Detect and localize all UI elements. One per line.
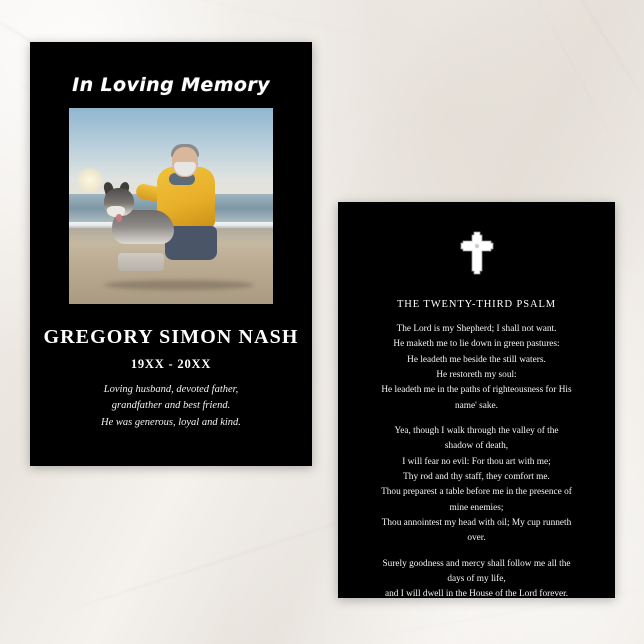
psalm-line: I will fear no evil: For thou art with me; [402,456,551,467]
psalm-line: mine enemies; [449,502,504,513]
psalm-line: Thy rod and thy staff, they comfort me. [403,471,550,482]
marble-vein [495,0,644,100]
deceased-name: GREGORY SIMON NASH [43,326,299,348]
tribute-line: He was generous, loyal and kind. [101,416,241,428]
photo-dog-tongue [116,214,122,222]
psalm-line: He leadeth me in the paths of righteousness for His [381,385,572,396]
photo-dog-legs [118,253,164,271]
psalm-title: THE TWENTY-THIRD PSALM [396,299,556,310]
psalm-line: and I will dwell in the House of the Lord forever. [384,589,569,598]
memorial-card-front [30,42,312,466]
tribute-line: grandfather and best friend. [111,400,231,412]
marble-vein [523,0,618,149]
memorial-card-back [338,202,615,598]
psalm-stanza [352,557,601,598]
photo-sun [77,167,103,193]
psalm-line: Yea, though I walk through the valley of the [394,425,559,436]
psalm-line: days of my life, [447,573,506,584]
psalm-stanza [352,424,601,547]
psalm-line: shadow of death, [444,441,509,452]
in-loving-memory-heading: In Loving Memory [72,74,270,96]
psalm-line: The Lord is my Shepherd; I shall not want. [396,324,557,334]
psalm-line: He restoreth my soul: [436,369,517,380]
life-dates: 19XX - 20XX [130,357,212,371]
marble-vein [123,0,378,38]
psalm-stanza [352,322,601,414]
tribute-line: Loving husband, devoted father, [103,384,239,395]
cross-icon [338,230,615,281]
psalm-line: name' sake. [455,400,498,411]
psalm-line: over. [467,533,486,544]
psalm-body [338,322,615,598]
psalm-line: Thou preparest a table before me in the presence of [381,487,572,498]
memorial-photo [69,108,273,304]
psalm-line: He maketh me to lie down in green pastures: [393,339,560,350]
marble-vein [68,511,373,612]
psalm-line: He leadeth me beside the still waters. [407,354,546,365]
psalm-line: Thou annointest my head with oil; My cup runneth [381,517,572,528]
psalm-line: Surely goodness and mercy shall follow me all the [382,558,571,569]
tribute-text [30,382,312,431]
